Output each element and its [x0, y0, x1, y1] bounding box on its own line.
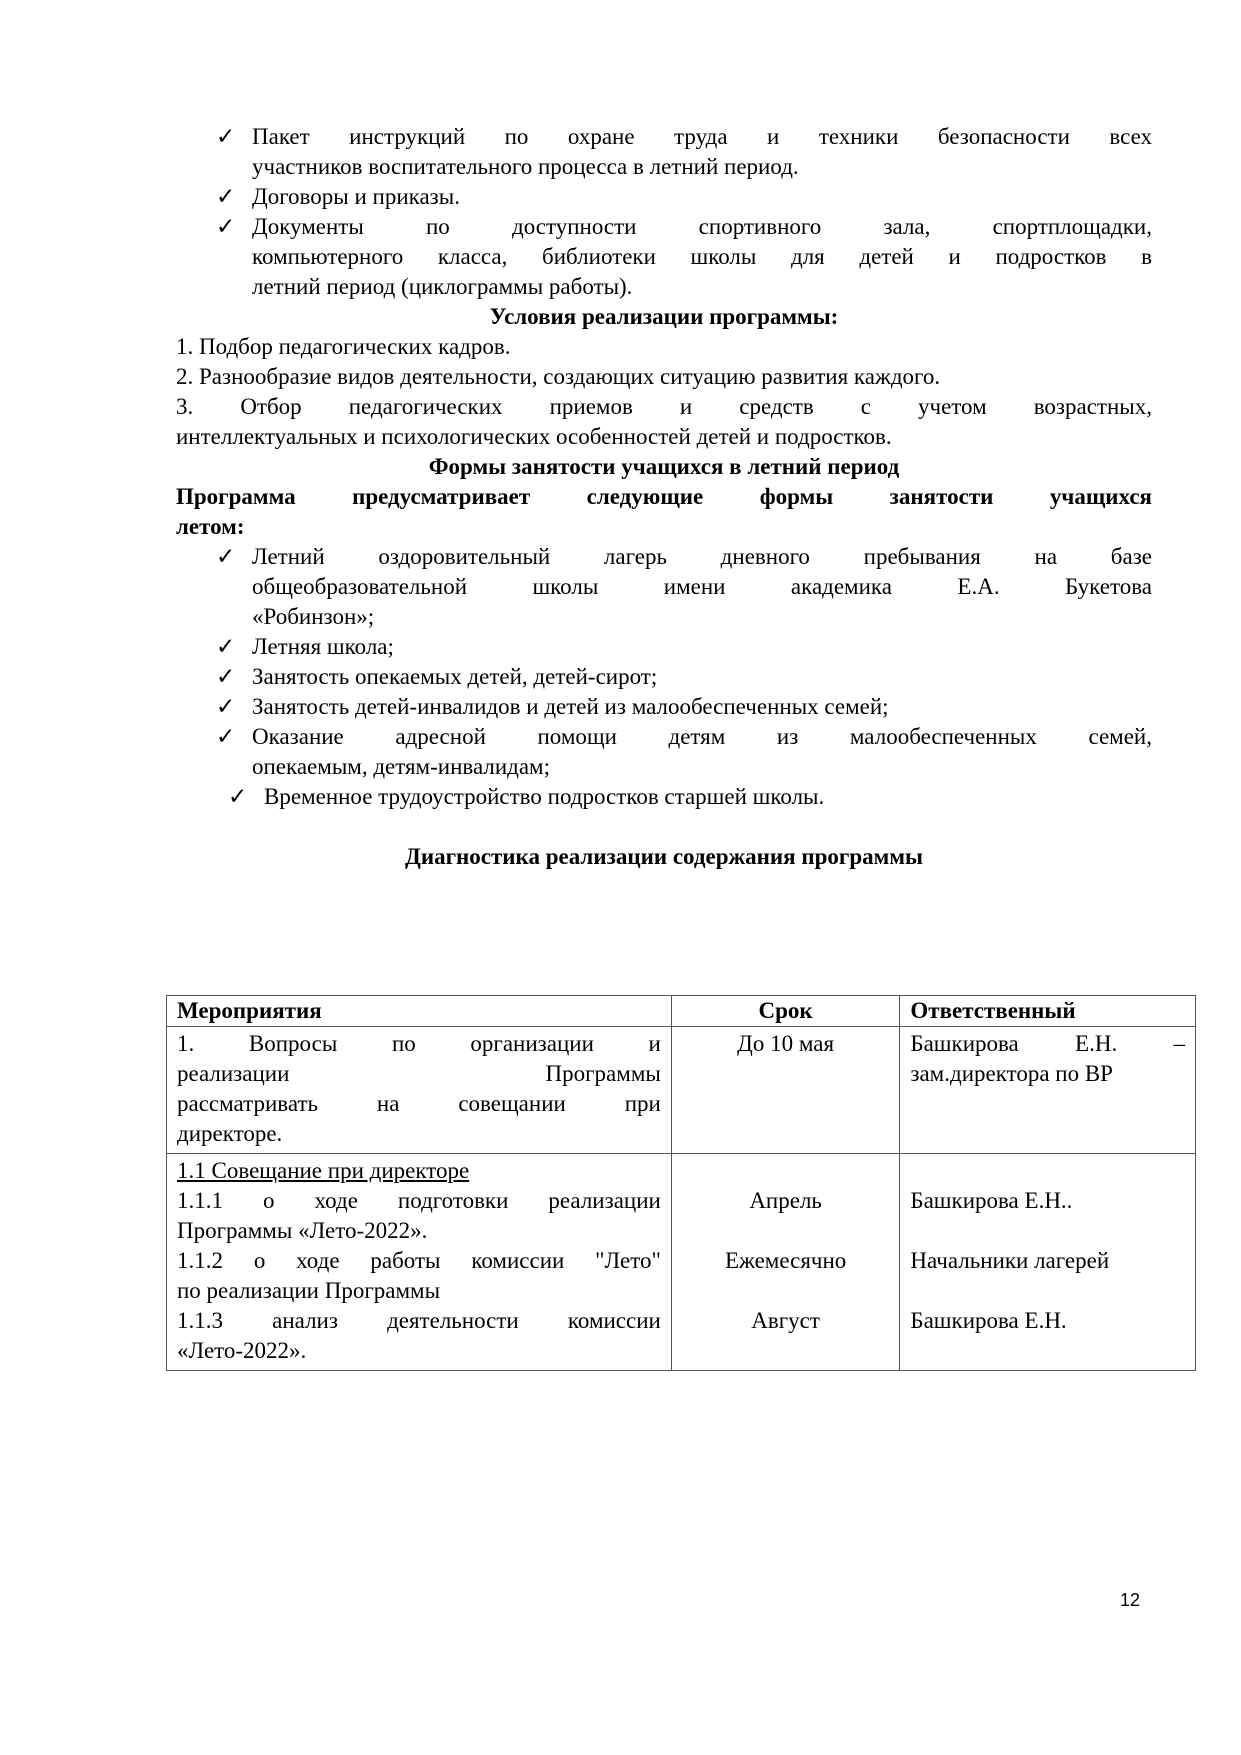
checkmark-icon: ✓	[216, 634, 236, 659]
event-cell: 1.1 Совещание при директоре 1.1.1 о ходе подготовки реализации Программы «Лето-2022». 1.1.2 о ходе работы комиссии "Лето" по реализации Программы 1.1.3 анализ деятельности комиссии «Лето-2022».	[167, 1154, 672, 1371]
checkmark-icon: ✓	[216, 544, 236, 569]
section-heading-conditions: Условия реализации программы:	[489, 304, 839, 329]
event-cell: 1. Вопросы по организации и реализации Программы рассматривать на совещании при директоре.	[167, 1027, 672, 1154]
section-heading-forms: Формы занятости учащихся в летний период	[428, 454, 900, 479]
forms-item: ✓ Занятость опекаемых детей, детей-сирот;	[216, 662, 1152, 692]
section-heading-diagnostics: Диагностика реализации содержания программы	[405, 844, 923, 869]
term-cell: До 10 мая	[671, 1027, 900, 1154]
forms-item: ✓ Летний оздоровительный лагерь дневного пребывания на базе общеобразовательной школы имени академика Е.А. Букетова «Робинзон»;	[216, 544, 1152, 629]
checklist-item: ✓ Пакет инструкций по охране труда и техники безопасности всех участников воспитательного процесса в летний период.	[216, 124, 1152, 179]
term-cell: Апрель Ежемесячно Август	[671, 1154, 900, 1371]
forms-intro-continued: летом:	[176, 514, 245, 539]
forms-item: ✓ Летняя школа;	[216, 632, 1152, 662]
responsible-cell: Башкирова Е.Н.. Начальники лагерей Башкирова Е.Н.	[900, 1154, 1196, 1371]
checkmark-icon: ✓	[216, 184, 236, 209]
forms-item: ✓ Временное трудоустройство подростков старшей школы.	[228, 782, 1164, 812]
forms-item: ✓ Занятость детей-инвалидов и детей из малообеспеченных семей;	[216, 692, 1152, 722]
condition-item: 1. Подбор педагогических кадров.	[176, 334, 511, 359]
meeting-subheading: 1.1 Совещание при директоре	[177, 1158, 470, 1183]
page-number: 12	[1120, 1590, 1141, 1610]
condition-item-continued: интеллектуальных и психологических особенностей детей и подростков.	[176, 424, 892, 449]
checklist-item: ✓ Документы по доступности спортивного зала, спортплощадки, компьютерного класса, библиотеки школы для детей и подростков в летний период (циклограммы работы).	[216, 214, 1152, 299]
checkmark-icon: ✓	[216, 724, 236, 749]
column-header-responsible: Ответственный	[900, 996, 1196, 1027]
table-row	[167, 1154, 1196, 1371]
checkmark-icon: ✓	[216, 694, 236, 719]
table-header-row	[167, 996, 1196, 1027]
checkmark-icon: ✓	[216, 214, 236, 239]
condition-item: 3. Отбор педагогических приемов и средств с учетом возрастных,	[176, 394, 1152, 419]
forms-intro: Программа предусматривает следующие формы занятости учащихся	[176, 484, 1152, 509]
checkmark-icon: ✓	[228, 784, 248, 809]
responsible-cell: Башкирова Е.Н. – зам.директора по ВР	[900, 1027, 1196, 1154]
forms-item: ✓ Оказание адресной помощи детям из малообеспеченных семей, опекаемым, детям-инвалидам;	[216, 724, 1152, 779]
condition-item: 2. Разнообразие видов деятельности, создающих ситуацию развития каждого.	[176, 364, 941, 389]
diagnostics-table	[166, 995, 1196, 1371]
column-header-term: Срок	[671, 996, 900, 1027]
checkmark-icon: ✓	[216, 124, 236, 149]
checklist-item: ✓ Договоры и приказы.	[216, 182, 1152, 212]
table-row	[167, 1027, 1196, 1154]
checkmark-icon: ✓	[216, 664, 236, 689]
column-header-events: Мероприятия	[167, 996, 672, 1027]
